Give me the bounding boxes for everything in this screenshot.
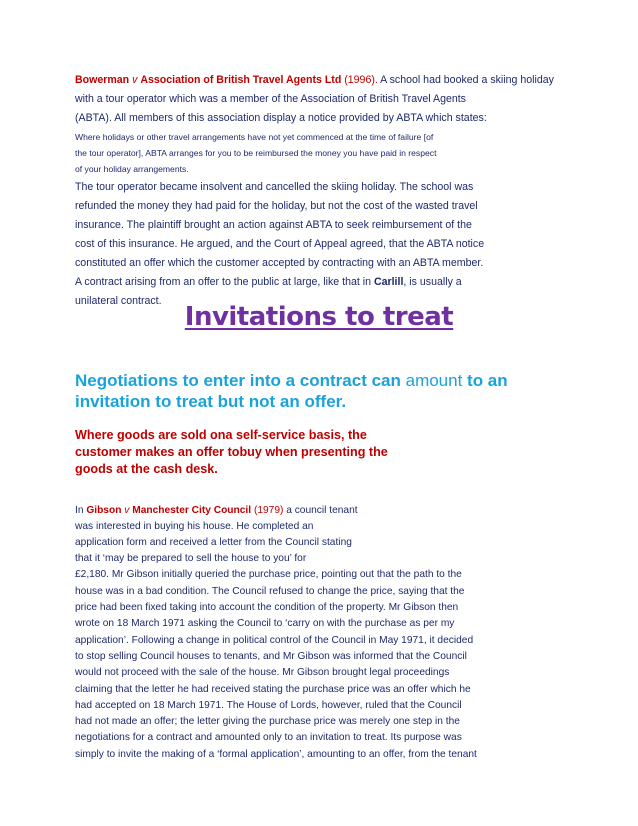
bowerman-body-line: constituted an offer which the customer accepted by contracting with an ABTA member. <box>75 257 484 269</box>
text: to an <box>462 371 508 390</box>
gibson-body-line: claiming that the letter he had received stating the purchase price was an offer which he <box>75 684 471 695</box>
negotiations-heading-line-1 <box>75 370 508 391</box>
gibson-body-line: wrote on 18 March 1971 asking the Council to ‘carry on with the purchase as per my <box>75 618 455 629</box>
gibson-body-line: price had been fixed taking into account the condition of the property. Mr Gibson then <box>75 602 459 613</box>
gibson-body-line: application’. Following a change in political control of the Council in May 1971, it decided <box>75 635 474 646</box>
bowerman-last-line: unilateral contract. <box>75 295 162 307</box>
carlill-line <box>75 273 462 292</box>
negotiations-heading-line-2: invitation to treat but not an offer. <box>75 392 347 411</box>
bowerman-line-1 <box>75 71 554 90</box>
text: A school had booked a skiing holiday <box>377 74 554 86</box>
text: , is usually a <box>403 276 462 288</box>
gibson-body-line: house was in a bad condition. The Council refused to change the price, saying that the <box>75 586 465 597</box>
gibson-body-line: to stop selling Council houses to tenants, and Mr Gibson was informed that the Council <box>75 651 467 662</box>
gibson-body-line: was interested in buying his house. He completed an <box>75 521 314 532</box>
bowerman-body-line: refunded the money they had paid for the holiday, but not the cost of the wasted travel <box>75 200 478 212</box>
self-service-heading: customer makes an offer tobuy when presenting the <box>75 445 388 459</box>
case-party-manchester: Manchester City Council <box>132 505 252 516</box>
gibson-body-line: had accepted on 18 March 1971. The House of Lords, however, ruled that the Council <box>75 700 462 711</box>
gibson-body-line: negotiations for a contract and amounted only to an invitation to treat. Its purpose was <box>75 732 462 743</box>
versus: v <box>132 74 138 86</box>
abta-quote-line: the tour operator], ABTA arranges for you to be reimbursed the money you have paid in respect <box>75 148 437 158</box>
text: amount <box>405 371 463 390</box>
gibson-body-line: application form and received a letter from the Council stating <box>75 537 352 548</box>
section-title: Invitations to treat <box>184 302 454 332</box>
abta-quote-line: of your holiday arrangements. <box>75 164 189 174</box>
gibson-body-line: £2,180. Mr Gibson initially queried the purchase price, pointing out that the path to the <box>75 569 462 580</box>
case-name-gibson: Gibson <box>86 505 122 516</box>
case-name-bowerman: Bowerman <box>75 74 130 86</box>
case-name-carlill: Carlill <box>373 276 404 288</box>
text: A contract arising from an offer to the public at large, like that in <box>75 276 374 288</box>
gibson-line-1 <box>75 503 358 519</box>
bowerman-body-line: The tour operator became insolvent and cancelled the skiing holiday. The school was <box>75 181 474 193</box>
bowerman-body-line: cost of this insurance. He argued, and the Court of Appeal agreed, that the ABTA notice <box>75 238 485 250</box>
gibson-body-line: that it ‘may be prepared to sell the house to you’ for <box>75 553 307 564</box>
text: a council tenant <box>283 505 358 516</box>
case-year: (1996). <box>344 74 378 86</box>
case-party-abta: Association of British Travel Agents Ltd <box>140 74 342 86</box>
versus: v <box>124 505 130 516</box>
case-year: (1979) <box>253 505 284 516</box>
bowerman-line-3: (ABTA). All members of this association display a notice provided by ABTA which states: <box>75 112 487 124</box>
gibson-body-line: simply to invite the making of a ‘formal application’, amounting to an offer, from the tenant <box>75 749 477 760</box>
text: Negotiations to enter into a contract can <box>75 371 406 390</box>
self-service-heading: Where goods are sold ona self-service basis, the <box>75 428 367 442</box>
text: In <box>75 505 87 516</box>
bowerman-line-2: with a tour operator which was a member of the Association of British Travel Agents <box>75 93 466 105</box>
abta-quote-line: Where holidays or other travel arrangements have not yet commenced at the time of failure [of <box>75 132 434 142</box>
self-service-heading: goods at the cash desk. <box>75 462 218 476</box>
gibson-body-line: had not made an offer; the letter giving the purchase price was merely one step in the <box>75 716 460 727</box>
bowerman-body-line: insurance. The plaintiff brought an action against ABTA to seek reimbursement of the <box>75 219 472 231</box>
gibson-body-line: would not proceed with the sale of the house. Mr Gibson brought legal proceedings <box>75 667 450 678</box>
